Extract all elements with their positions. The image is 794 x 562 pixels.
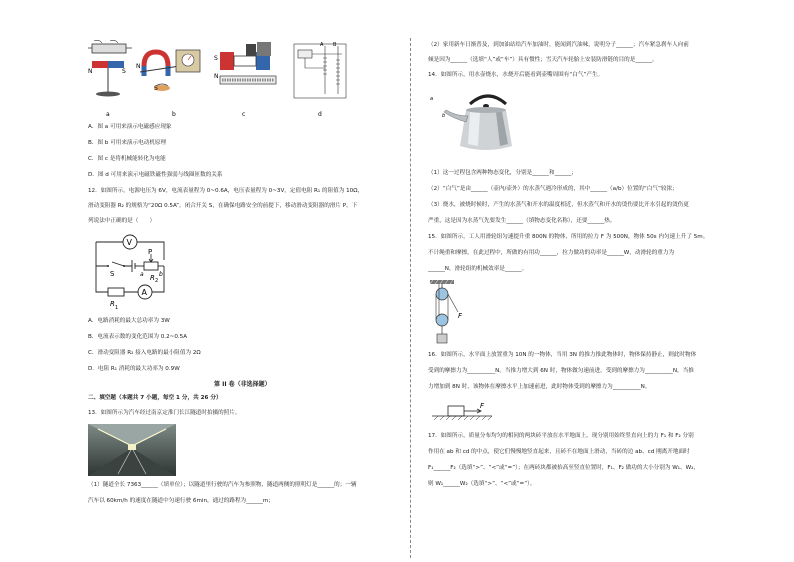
ammeter-label: A — [141, 288, 147, 297]
q12-line-1: 12．如图所示，电源电压为 6V，电流表量程为 0~0.6A，电压表量程为 0~3V，定值电阻 R₁ 的阻值为 10Ω， — [88, 188, 364, 194]
b-label-N: N — [136, 63, 141, 70]
figure-label-d: d — [318, 111, 322, 118]
c-label-S: S — [214, 55, 218, 62]
q12-option-d: D．电阻 R₁ 消耗的最大功率为 0.9W — [88, 366, 180, 372]
block-figure — [430, 398, 496, 424]
a-label-N: N — [88, 68, 93, 75]
kettle-figure — [428, 86, 520, 158]
voltmeter-label: V — [126, 238, 132, 247]
figure-a — [88, 40, 132, 96]
q12-line-3: 列说法中正确的是（ ） — [88, 218, 156, 224]
q12-line-2: 滑动变阻器 R₂ 的规格为“20Ω 0.5A”。闭合开关 S，在确保电路安全的前提下，移动滑动变阻器的滑片 P，下 — [88, 203, 358, 209]
kettle-label-b: b — [442, 113, 446, 119]
q11-option-a: A．图 a 可用来演示电磁感应现象 — [88, 124, 172, 130]
q12-circuit-diagram — [88, 232, 180, 312]
q16-line-2: 受到的摩擦力为__________N。当推力增大到 6N 时，物体做匀速前进，受到的摩擦力为__________N，当推 — [428, 368, 694, 374]
block-force-label: F — [480, 402, 485, 410]
section-2-heading: 二、填空题（本题共 7 小题，每空 1 分，共 26 分） — [88, 395, 222, 401]
q13-sub-2: 汽车以 60km/h 的速度在隧道中匀速行驶 6min，通过的路程为______m； — [88, 498, 274, 504]
figure-label-b: b — [172, 111, 176, 118]
q17-line-3: F₁______F₂（选填“>”、“<”或“=”）；在两砖块都被抬高至竖直位置时，F₁、F₂ 做功的大小分别为 W₁、W₂， — [428, 465, 699, 471]
q17-line-4: 则 W₁______W₂（选填“>”、“<”或“=”）。 — [428, 481, 536, 487]
c-label-N: N — [214, 73, 219, 80]
q16-line-1: 16．如图所示，水平面上放置重为 10N 的一物体，当用 3N 的推力推此物体时，物体保持静止，则此时物体 — [428, 352, 697, 358]
q13-sub-1: （1）隧道全长 7363______（填单位）；以隧道里行驶的汽车为参照物，隧道两侧的照明灯是______的；一辆 — [88, 482, 357, 488]
q11-option-b: B．图 b 可用来演示电动机原理 — [88, 140, 167, 146]
a-label-S: S — [122, 68, 126, 75]
q14-sub-2: （2）“白气”是由______（壶内/壶外）的水蒸气遇冷形成的，其中______（a/b）位置的“白气”较浓； — [428, 186, 678, 192]
figure-label-a: a — [106, 111, 110, 118]
b-label-S: S — [154, 85, 158, 92]
pulley-force-label: F — [458, 312, 463, 320]
q13-line: 13．如图所示为汽车经过南京定淮门长江隧道时拍摄的照片。 — [88, 410, 241, 416]
q11-figure — [80, 38, 360, 120]
q14-line: 14．如图所示，用水壶烧水，水烧开后能看到壶嘴周围有“白气”产生。 — [428, 72, 604, 78]
switch-label: S — [110, 270, 115, 278]
figure-d — [294, 42, 346, 98]
column-divider — [410, 38, 411, 558]
right-column — [412, 0, 794, 562]
q12-option-b: B．电流表示数的变化范围为 0.2~0.5A — [88, 334, 188, 340]
r1-label: R — [110, 300, 115, 308]
q14-sub-3: （3）烧水，被烧时候时，产生的水蒸气和开水的温度相近，但水蒸气和开水的烫伤要比开水引起的烫伤更 — [428, 202, 689, 208]
q15-line-3: ______N，滑轮组的机械效率是______。 — [428, 266, 528, 272]
pulley-figure — [428, 280, 472, 350]
q17-line-2: 作用在 ab 和 cd 的中点，使它们慢慢地竖直起来，且砖不在地面上滑动，当砖的边 ab、cd 刚离开地面时 — [428, 449, 690, 455]
kettle-label-a: a — [430, 96, 434, 102]
r1-subscript: 1 — [115, 305, 119, 311]
q12-option-c: C．滑动变阻器 R₂ 接入电路的最小阻值为 2Ω — [88, 350, 201, 356]
figure-label-c: c — [242, 111, 246, 118]
q16-line-3: 力增加到 8N 时，该物体在摩擦水平上加速前进，此时物体受到的摩擦力为__________N。 — [428, 384, 651, 390]
terminal-a-label: a — [140, 271, 144, 278]
q11-option-d: D．图 d 可用来演示电磁铁磁性强弱与线圈匝数的关系 — [88, 172, 223, 178]
q15-line-2: 不计绳重和摩擦，在此过程中，所做的有用功______，拉力做功的功率是______W，动滑轮的重力为 — [428, 250, 675, 256]
q13-part2-line-1: （2）家用新车日渐普及，到加油站给汽车加油时，能闻到汽油味，说明分子______；汽车紧急刹车人向前 — [428, 42, 689, 48]
slider-label: P — [148, 248, 153, 256]
q15-line-1: 15．如图所示，工人用滑轮组匀速提升重 800N 的物体，所用的拉力 F 为 500N，物体 50s 内匀速上升了 5m。 — [428, 234, 709, 240]
q14-sub-4: 严重，这是因为水蒸气先要发生______（填物态变化名称），还要______热。 — [428, 218, 616, 224]
figure-b — [136, 50, 200, 92]
q12-option-a: A．电路消耗的最大总功率为 3W — [88, 318, 170, 324]
r2-subscript: 2 — [155, 278, 159, 284]
d-label-B: B — [333, 42, 337, 48]
tunnel-photo — [88, 424, 176, 476]
terminal-b-label: b — [159, 271, 163, 278]
r2-label: R — [150, 274, 155, 282]
q17-line-1: 17．如图所示，质量分布均匀的相同的两块砖平放在水平地面上，现分别用始终竖直向上的力 F₁ 和 F₂ 分别 — [428, 433, 694, 439]
d-label-A: A — [320, 42, 324, 48]
section-title: 第 II 卷（非选择题） — [214, 381, 271, 388]
q14-sub-1: （1）这一过程包含两种物态变化，分别是______和______； — [428, 170, 577, 176]
figure-c — [214, 42, 276, 84]
q11-option-c: C．图 c 是将机械能转化为电能 — [88, 156, 166, 162]
q13-part2-line-2: 倾是因为______（选填“人”或“车”）具有惯性；雪天汽车轮胎上安装防滑链的目的是______。 — [428, 57, 658, 63]
